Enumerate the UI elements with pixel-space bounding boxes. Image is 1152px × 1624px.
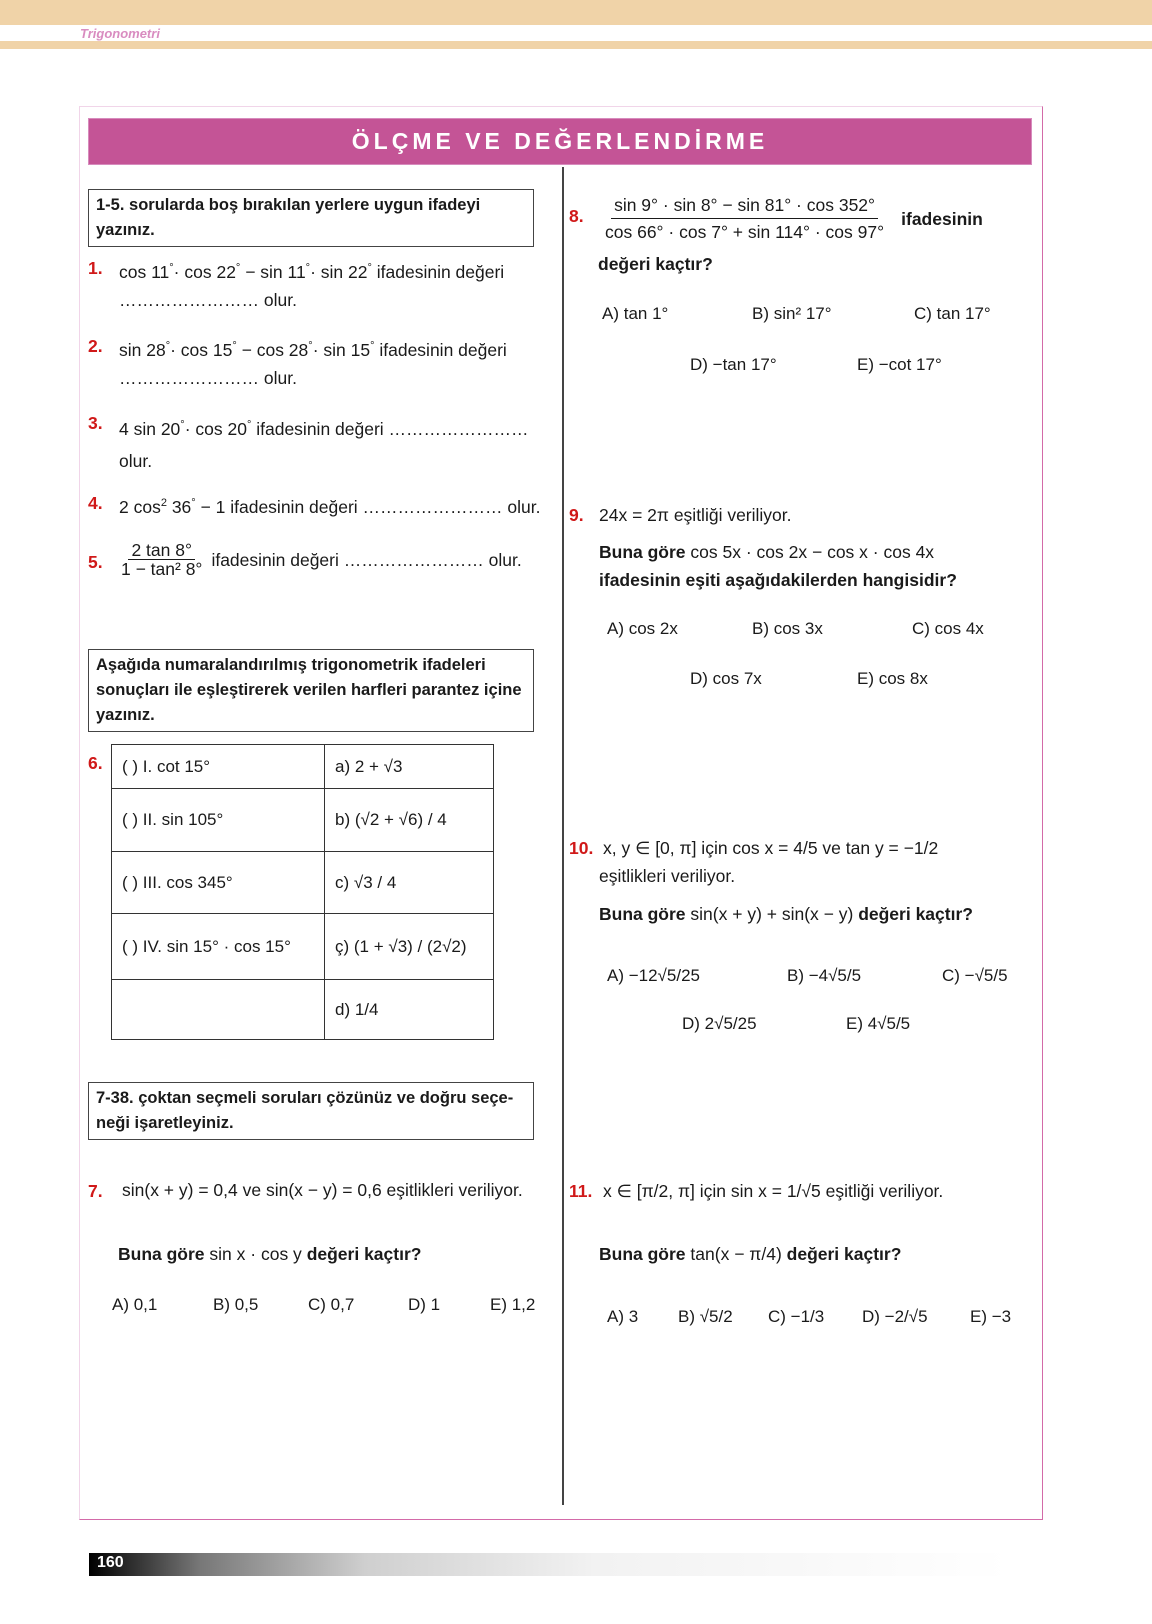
option-a[interactable]: A) 3: [607, 1307, 639, 1326]
question-10-prompt: Buna göre sin(x + y) + sin(x − y) değeri kaçtır?: [599, 904, 973, 924]
option-d[interactable]: D) −2/√5: [862, 1307, 928, 1326]
option-b[interactable]: B) 0,5: [213, 1295, 259, 1314]
question-11-prompt: Buna göre tan(x − π/4) değeri kaçtır?: [599, 1244, 902, 1264]
question-text[interactable]: ifadesinin değeri ……………………: [256, 419, 529, 439]
option-d[interactable]: D) 1: [408, 1295, 441, 1314]
option-b[interactable]: B) sin² 17°: [752, 304, 832, 323]
question-number: 8.: [569, 206, 584, 226]
top-decorative-stripe: [0, 41, 1152, 49]
question-7-prompt: Buna göre sin x · cos y değeri kaçtır?: [118, 1244, 422, 1264]
option-e[interactable]: E) cos 8x: [857, 669, 928, 688]
question-number: 1.: [88, 258, 103, 278]
option-c[interactable]: C) −1/3: [768, 1307, 825, 1326]
match-left-item: [112, 980, 325, 1040]
match-left-item[interactable]: ( ) I. cot 15°: [112, 745, 325, 789]
instruction-box-matching: Aşağıda numaralandırılmış trigonometrik ifadeleri sonuçları ile eşleştirerek verilen harfleri parantez içine yazınız.: [88, 649, 534, 732]
question-text: ifadesinin değeri: [379, 340, 507, 360]
question-number: 3.: [88, 413, 103, 433]
page-number: 160: [97, 1554, 124, 1571]
option-b[interactable]: B) √5/2: [678, 1307, 733, 1326]
match-right-item: d) 1/4: [325, 980, 494, 1040]
question-9-stem: 24x = 2π eşitliği veriliyor.: [599, 505, 792, 525]
question-11-stem: x ∈ [π/2, π] için sin x = 1/√5 eşitliği veriliyor.: [603, 1181, 944, 1201]
match-right-item: ç) (1 + √3) / (2√2): [325, 914, 494, 980]
question-number: 5.: [88, 552, 103, 572]
column-divider: [562, 167, 564, 1505]
question-9-prompt: Buna göre cos 5x · cos 2x − cos x · cos 4x ifadesinin eşiti aşağıdakilerden hangisidir?: [599, 542, 957, 590]
option-a[interactable]: A) 0,1: [112, 1295, 158, 1314]
option-b[interactable]: B) −4√5/5: [787, 966, 862, 985]
match-left-item[interactable]: ( ) III. cos 345°: [112, 852, 325, 914]
question-number: 4.: [88, 493, 103, 513]
page-footer-bar: [89, 1553, 1009, 1576]
question-text: ifadesinin değeri: [376, 262, 505, 282]
option-c[interactable]: C) tan 17°: [914, 304, 991, 323]
match-right-item: a) 2 + √3: [325, 745, 494, 789]
option-a[interactable]: A) −12√5/25: [607, 966, 700, 985]
question-text[interactable]: ifadesinin değeri …………………… olur.: [230, 497, 541, 517]
section-banner: [88, 118, 1032, 165]
matching-table: [111, 744, 494, 1040]
question-number: 11.: [569, 1181, 593, 1201]
option-b[interactable]: B) cos 3x: [752, 619, 823, 638]
option-e[interactable]: E) −3: [970, 1307, 1012, 1326]
answer-tail: olur.: [119, 451, 153, 471]
option-c[interactable]: C) 0,7: [308, 1295, 355, 1314]
question-7-stem: sin(x + y) = 0,4 ve sin(x − y) = 0,6 eşitlikleri veriliyor.: [122, 1180, 523, 1200]
question-text[interactable]: ifadesinin değeri …………………… olur.: [211, 549, 522, 570]
top-decorative-band: [0, 0, 1152, 25]
option-e[interactable]: E) 1,2: [490, 1295, 536, 1314]
option-a[interactable]: A) cos 2x: [607, 619, 678, 638]
instruction-box-fill-blank: 1-5. sorularda boş bırakılan yerlere uygun ifadeyi yazınız.: [88, 189, 534, 247]
chapter-label: Trigonometri: [80, 26, 160, 41]
match-right-item: c) √3 / 4: [325, 852, 494, 914]
question-number: 7.: [88, 1181, 103, 1201]
match-right-item: b) (√2 + √6) / 4: [325, 789, 494, 852]
option-c[interactable]: C) cos 4x: [912, 619, 984, 638]
option-a[interactable]: A) tan 1°: [602, 304, 669, 323]
option-d[interactable]: D) cos 7x: [690, 669, 762, 688]
question-number: 6.: [88, 753, 103, 773]
option-c[interactable]: C) −√5/5: [942, 966, 1008, 985]
question-3: 4 sin 20°· cos 20° ifadesinin değeri …………………… olur.: [119, 409, 539, 477]
question-10-stem-2: eşitlikleri veriliyor.: [599, 866, 736, 886]
instruction-box-multiple-choice: 7-38. çoktan seçmeli soruları çözünüz ve doğru seçe-neği işaretleyiniz.: [88, 1082, 534, 1140]
option-d[interactable]: D) −tan 17°: [690, 355, 777, 374]
question-8: $\frac{\sin 9^\circ \cdot \sin 8^\circ - \sin 81^\circ \cdot \cos 352^\circ}{\cos 66^\circ \cdot \cos 7^\circ + \sin 114^\circ \cdot \cos 97^\circ}$ ifadesinin: [600, 192, 983, 245]
answer-blank[interactable]: …………………… olur.: [119, 290, 297, 310]
fraction: $\frac{2 \tan 8^\circ}{\text{1 − tan² 8°}}$: [121, 540, 203, 579]
answer-blank[interactable]: …………………… olur.: [119, 368, 297, 388]
question-8-prompt: değeri kaçtır?: [598, 254, 713, 274]
question-5: [116, 541, 546, 578]
question-2: sin 28°· cos 15° − cos 28°· sin 15° ifadesinin değeri …………………… olur.: [119, 332, 539, 392]
question-10-stem: x, y ∈ [0, π] için cos x = 4/5 ve tan y = −1/2: [603, 838, 939, 858]
question-number: 9.: [569, 505, 584, 525]
match-left-item[interactable]: ( ) IV. sin 15° · cos 15°: [112, 914, 325, 980]
question-1: cos 11°· cos 22° − sin 11°· sin 22° ifadesinin değeri …………………… olur.: [119, 254, 539, 314]
option-e[interactable]: E) −cot 17°: [857, 355, 942, 374]
option-e[interactable]: E) 4√5/5: [846, 1014, 911, 1033]
question-4: 2 $\cos^2 36^\circ - 1$ ifadesinin değeri …………………… olur.: [119, 497, 541, 517]
question-number: 2.: [88, 336, 103, 356]
option-d[interactable]: D) 2√5/25: [682, 1014, 757, 1033]
section-title: ÖLÇME VE DEĞERLENDİRME: [351, 128, 769, 154]
fraction: $\frac{\sin 9^\circ \cdot \sin 8^\circ - \sin 81^\circ \cdot \cos 352^\circ}{\cos 66^\circ \cdot \cos 7^\circ + \sin 114^\circ \cdot \cos 97^\circ}$: [602, 192, 887, 245]
match-left-item[interactable]: ( ) II. sin 105°: [112, 789, 325, 852]
question-number: 10.: [569, 838, 594, 858]
